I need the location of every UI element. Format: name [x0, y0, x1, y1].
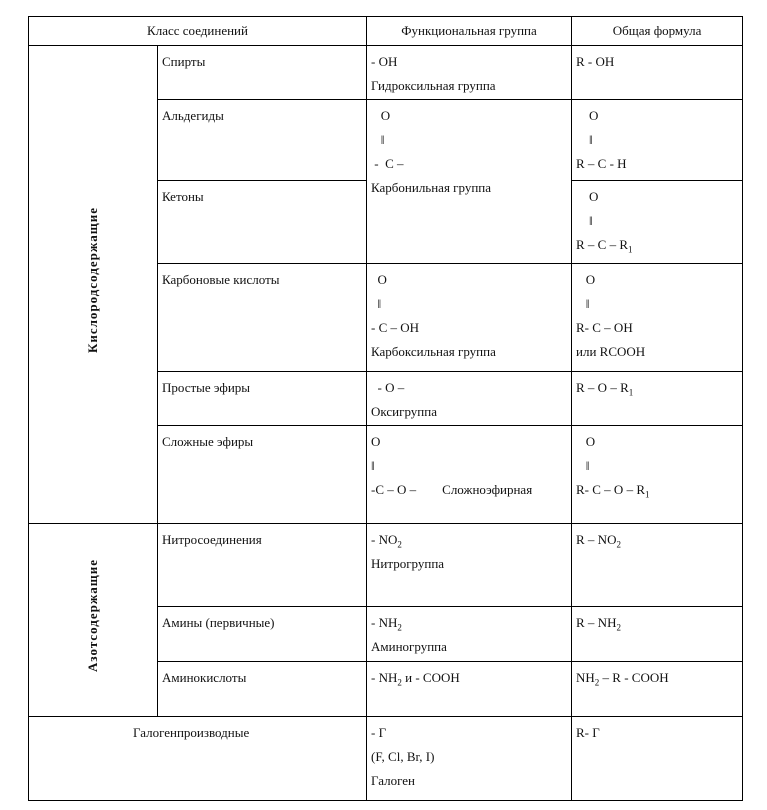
- header-class: Класс соединений: [29, 17, 367, 46]
- general-formula: R- Г: [572, 717, 743, 801]
- general-formula: O ‖ R – C – $R_1$: [572, 181, 743, 264]
- category-oxygen: [29, 46, 158, 524]
- header-group: Функциональная группа: [367, 17, 572, 46]
- general-formula: R – $NO_2$: [572, 524, 743, 607]
- header-formula: Общая формула: [572, 17, 743, 46]
- class-name: Кетоны: [158, 181, 367, 264]
- class-name: Галогенпроизводные: [29, 717, 367, 801]
- row-nitro: [29, 524, 743, 607]
- general-formula: R – O – $R_1$: [572, 372, 743, 426]
- row-alcohols: [29, 46, 743, 100]
- functional-group: O ‖ - C – Карбонильная группа: [367, 100, 572, 264]
- functional-group: - $NH_2$ и - COOH: [367, 662, 572, 717]
- general-formula: O ‖ R – C - H: [572, 100, 743, 181]
- header-row: [29, 17, 743, 46]
- general-formula: O ‖ R- C – O – $R_1$: [572, 426, 743, 524]
- functional-group: - O – Оксигруппа: [367, 372, 572, 426]
- general-formula: R - OH: [572, 46, 743, 100]
- general-formula: O ‖ R- C – OH или RCOOH: [572, 264, 743, 372]
- class-name: Альдегиды: [158, 100, 367, 181]
- row-halogen: [29, 717, 743, 801]
- general-formula: $NH_2$ – R - COOH: [572, 662, 743, 717]
- class-name: Амины (первичные): [158, 607, 367, 662]
- class-name: Карбоновые кислоты: [158, 264, 367, 372]
- functional-group: - $NO_2$ Нитрогруппа: [367, 524, 572, 607]
- functional-group: O ‖ - C – OH Карбоксильная группа: [367, 264, 572, 372]
- category-nitrogen: [29, 524, 158, 717]
- general-formula: R – $NH_2$: [572, 607, 743, 662]
- category-nitrogen-label: Азотсодержащие: [85, 559, 100, 673]
- category-oxygen-label: Кислородсодержащие: [85, 207, 100, 354]
- compound-classes-table: [28, 16, 743, 801]
- functional-group: - Г (F, Cl, Br, I) Галоген: [367, 717, 572, 801]
- class-name: Нитросоединения: [158, 524, 367, 607]
- class-name: Аминокислоты: [158, 662, 367, 717]
- class-name: Простые эфиры: [158, 372, 367, 426]
- functional-group: - OH Гидроксильная группа: [367, 46, 572, 100]
- class-name: Сложные эфиры: [158, 426, 367, 524]
- functional-group: - $NH_2$ Аминогруппа: [367, 607, 572, 662]
- class-name: Спирты: [158, 46, 367, 100]
- functional-group: O ‖ -C – O – Сложноэфирная: [367, 426, 572, 524]
